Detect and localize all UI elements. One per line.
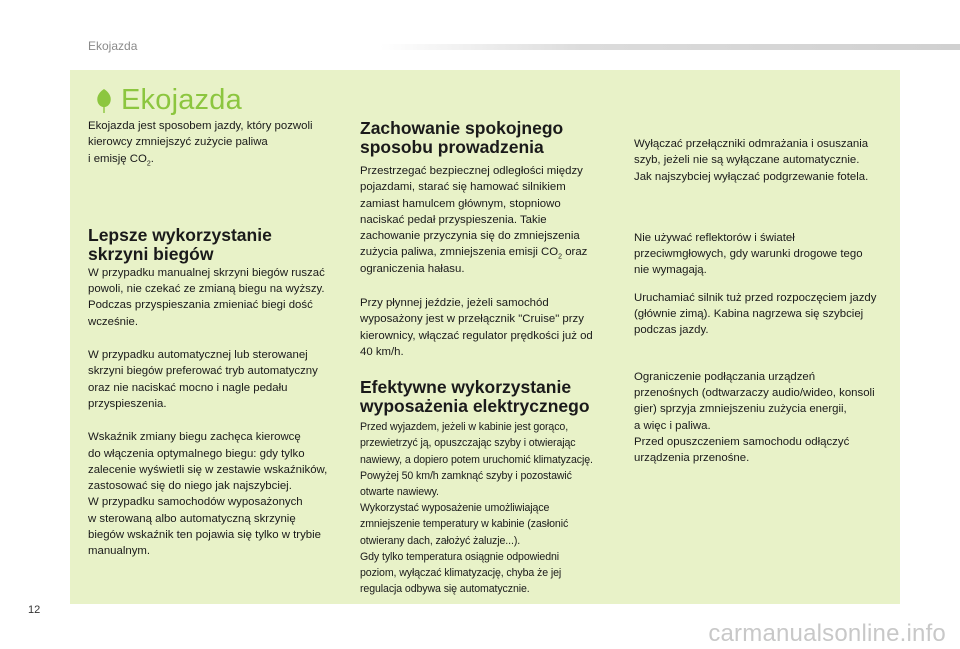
paragraph-manual-gearbox: W przypadku manualnej skrzyni biegów ruszać powoli, nie czekać ze zmianą biegu na wyższy. Podczas przyspieszania zmieniać biegi dość wcześnie.: [88, 266, 325, 328]
section-heading-calm-driving: Zachowanie spokojnego sposobu prowadzenia: [360, 118, 564, 157]
paragraph-air-conditioning: Przed wyjazdem, jeżeli w kabinie jest gorąco, przewietrzyć ją, opuszczając szyby i otwierając nawiewy, a dopiero potem uruchomić klimatyzację. Powyżej 50 km/h zamknąć szyby i pozostawić otwarte nawiewy. Wykorzystać wyposażenie umożliwiające zmniejszenie temperatury w kabinie (zasłonić otwierany dach, założyć żaluzje...). Gdy tylko temperatura osiągnie odpowiedni poziom, wyłączać klimatyzację, chyba że jej regulacja odbywa się automatycznie.: [360, 421, 593, 596]
section-heading-electrical: Efektywne wykorzystanie wyposażenia elektrycznego: [360, 377, 590, 417]
column-middle: [360, 118, 620, 598]
section-header-label: Ekojazda: [88, 39, 138, 53]
intro-paragraph: Ekojazda jest sposobem jazdy, który pozwoli kierowcy zmniejszyć zużycie paliwa i emisję $CO_2$.: [88, 120, 313, 167]
page-number: 12: [28, 604, 41, 616]
header-divider-bar: [380, 44, 960, 50]
paragraph-cruise-control: Przy płynnej jeździe, jeżeli samochód wyposażony jest w przełącznik "Cruise" przy kierownicy, włączać regulator prędkości już od 40 km/h.: [360, 297, 593, 358]
paragraph-portable-devices: Ograniczenie podłączania urządzeń przenośnych (odtwarzaczy audio/wideo, konsoli gier) sprzyja zmniejszeniu zużycia energii, a więc i paliwa. Przed opuszczeniem samochodu odłączyć urządzenia przenośne.: [634, 370, 875, 465]
paragraph-fog-lights: Nie używać reflektorów i świateł przeciwmgłowych, gdy warunki drogowe tego nie wymagają.: [634, 231, 863, 277]
paragraph-engine-start: Uruchamiać silnik tuż przed rozpoczęciem jazdy (głównie zimą). Kabina nagrzewa się szybciej podczas jazdy.: [634, 291, 877, 337]
page-title: Ekojazda: [121, 84, 242, 116]
leaf-icon: [95, 88, 113, 114]
column-left: [88, 118, 358, 560]
section-heading-gearbox: Lepsze wykorzystanie skrzyni biegów: [88, 224, 272, 264]
watermark-text: carmanualsonline.info: [708, 620, 946, 647]
paragraph-safe-distance: Przestrzegać bezpiecznej odległości między pojazdami, starać się hamować silnikiem zamiast hamulcem głównym, stopniowo naciskać pedał przyspieszenia. Takie zachowanie przyczynia się do zmniejszenia zużycia paliwa, zmniejszenia emisji $CO_2$ oraz ograniczenia hałasu.: [360, 165, 588, 275]
column-right: [634, 136, 896, 466]
paragraph-gear-indicator: Wskaźnik zmiany biegu zachęca kierowcę do włączenia optymalnego biegu: gdy tylko zalecenie wyświetli się w zestawie wskaźników, zastosować się do niego jak najszybciej. W przypadku samochodów wyposażonych w sterowaną albo automatyczną skrzynię biegów wskaźnik ten pojawia się tylko w trybie manualnym.: [88, 431, 328, 558]
paragraph-defrost: Wyłączać przełączniki odmrażania i osuszania szyb, jeżeli nie są wyłączane automatycznie. Jak najszybciej wyłączać podgrzewanie fotela.: [634, 138, 869, 183]
page-title-row: [95, 84, 242, 117]
paragraph-automatic-gearbox: W przypadku automatycznej lub sterowanej skrzyni biegów preferować tryb automatyczny oraz nie naciskać mocno i nagle pedału przyspieszenia.: [88, 349, 318, 410]
